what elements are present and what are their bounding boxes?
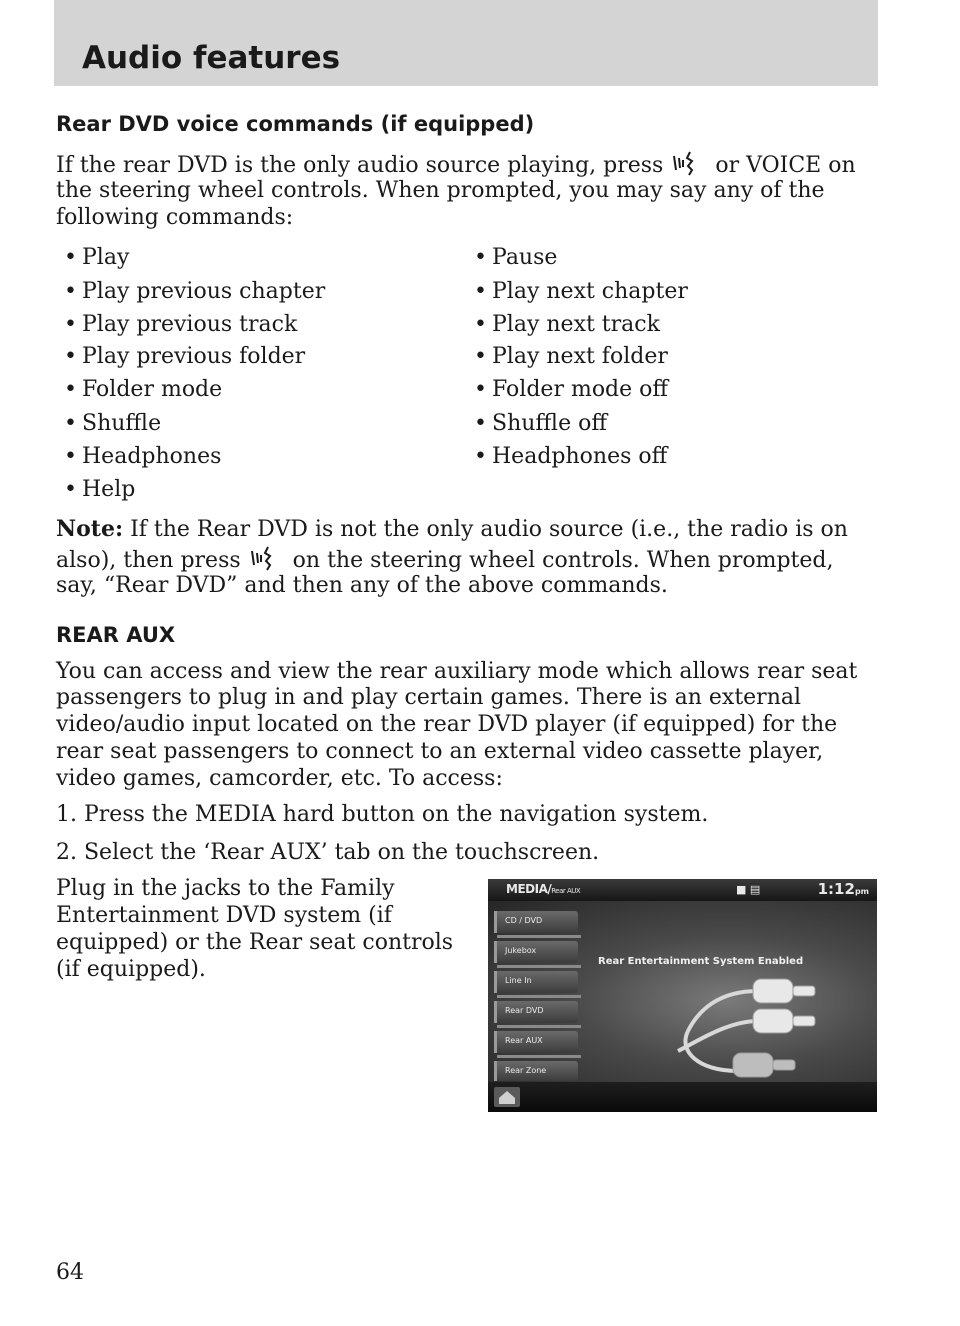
note-line-2: also), then press on the steering wheel controls. When prompted,	[56, 545, 833, 573]
av-cable-icon	[658, 971, 838, 1081]
list-item: • Help	[64, 477, 136, 502]
screen-clock: 1:12pm	[817, 880, 869, 898]
intro-line-1: If the rear DVD is the only audio source playing, press or VOICE on	[56, 150, 856, 178]
list-item: • Headphones	[64, 444, 222, 469]
home-icon[interactable]	[494, 1087, 520, 1107]
screen-bottom-bar	[488, 1082, 877, 1112]
paragraph-line: video games, camcorder, etc. To access:	[56, 766, 503, 791]
screen-main-area	[488, 901, 877, 1082]
tab-cd-dvd[interactable]: CD / DVD	[494, 911, 578, 933]
paragraph-line: Entertainment DVD system (if	[56, 903, 392, 928]
paragraph-line: rear seat passengers to connect to an external video cassette player,	[56, 739, 824, 764]
paragraph-line: passengers to plug in and play certain games. There is an external	[56, 685, 802, 710]
intro-line-2: the steering wheel controls. When prompted, you may say any of the	[56, 178, 825, 203]
page-number: 64	[56, 1260, 84, 1285]
list-item: • Play previous folder	[64, 344, 306, 369]
section-heading-rear-dvd: Rear DVD voice commands (if equipped)	[56, 112, 535, 136]
tab-rear-zone[interactable]: Rear Zone	[494, 1061, 578, 1081]
paragraph-line: Plug in the jacks to the Family	[56, 876, 395, 901]
paragraph-line: (if equipped).	[56, 957, 206, 982]
status-icons: ■ ▤	[736, 883, 761, 896]
list-item: • Folder mode	[64, 377, 223, 402]
paragraph-line: You can access and view the rear auxiliary mode which allows rear seat	[56, 659, 858, 684]
paragraph-line: equipped) or the Rear seat controls	[56, 930, 454, 955]
list-item: • Pause	[474, 245, 558, 270]
note-line-3: say, “Rear DVD” and then any of the above commands.	[56, 573, 668, 598]
list-item: • Play next track	[474, 312, 660, 337]
list-item: • Play	[64, 245, 130, 270]
list-item: • Headphones off	[474, 444, 668, 469]
screen-title: MEDIA/	[506, 882, 552, 896]
screen-message: Rear Entertainment System Enabled	[598, 956, 804, 967]
list-item: • Play previous track	[64, 312, 298, 337]
intro-line-3: following commands:	[56, 205, 294, 230]
list-item: • Play previous chapter	[64, 279, 326, 304]
voice-icon	[670, 150, 708, 176]
paragraph-line: video/audio input located on the rear DVD player (if equipped) for the	[56, 712, 838, 737]
screen-subtitle: Rear AUX	[551, 887, 581, 895]
page-header-title: Audio features	[82, 40, 341, 76]
list-item: • Folder mode off	[474, 377, 669, 402]
touchscreen-image	[488, 879, 877, 1112]
section-heading-rear-aux: REAR AUX	[56, 623, 176, 647]
tab-rear-dvd[interactable]: Rear DVD	[494, 1001, 578, 1023]
list-item: • Shuffle off	[474, 411, 607, 436]
screen-title-bar	[488, 879, 877, 901]
step-2: 2. Select the ‘Rear AUX’ tab on the touchscreen.	[56, 840, 600, 865]
tab-rear-aux[interactable]: Rear AUX	[494, 1031, 578, 1053]
voice-icon	[248, 545, 286, 571]
tab-jukebox[interactable]: Jukebox	[494, 941, 578, 963]
list-item: • Play next folder	[474, 344, 668, 369]
step-1: 1. Press the MEDIA hard button on the navigation system.	[56, 802, 709, 827]
note-line-1: Note: If the Rear DVD is not the only audio source (i.e., the radio is on	[56, 516, 848, 542]
list-item: • Shuffle	[64, 411, 162, 436]
tab-line-in[interactable]: Line In	[494, 971, 578, 993]
list-item: • Play next chapter	[474, 279, 688, 304]
